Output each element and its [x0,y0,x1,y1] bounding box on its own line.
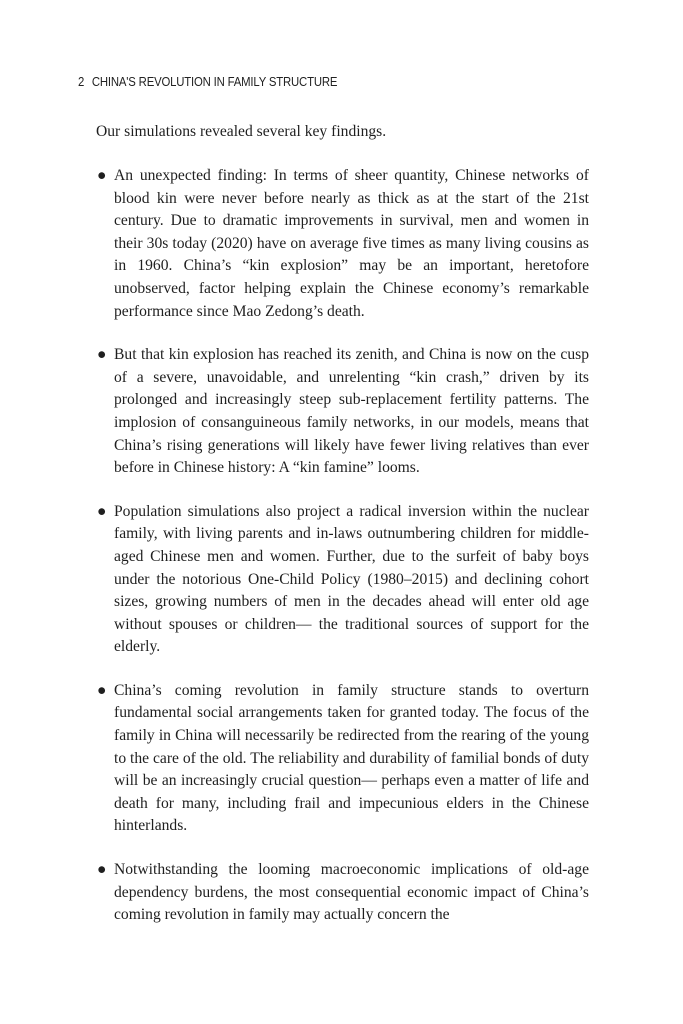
intro-paragraph: Our simulations revealed several key findings. [96,123,387,140]
finding-item [96,859,589,927]
finding-text: But that kin explosion has reached its zenith, and China is now on the cusp of a severe, unavoidable, and unrelenting “kin crash,” driven by its prolonged and increasingly steep sub-replacement fertility patterns. The implosion of consanguineous family networks, in our models, means that China’s rising generations will likely have fewer living relatives than ever before in Chinese history: A “kin famine” looms. [114,346,589,477]
finding-text: Notwithstanding the looming macroeconomic implications of old-age dependency burdens, the most consequential economic impact of China’s coming revolution in family may actually concern the [114,861,589,924]
running-head-title: CHINA'S REVOLUTION IN FAMILY STRUCTURE [91,74,338,89]
findings-list [96,165,589,948]
finding-text: China’s coming revolution in family structure stands to overturn fundamental social arrangements taken for granted today. The focus of the family in China will necessarily be redirected from the rearing of the young to the care of the old. The reliability and durability of familial bonds of duty will be an increasingly crucial question— perhaps even a matter of life and death for many, including frail and impecunious elders in the Chinese hinterlands. [114,681,589,835]
bullet-icon: ● [97,167,107,184]
finding-text: An unexpected finding: In terms of sheer quantity, Chinese networks of blood kin were never before nearly as thick as at the start of the 21st century. Due to dramatic improvements in survival, men and women in their 30s today (2020) have on average five times as many living cousins as in 1960. China’s “kin explosion” may be an important, heretofore unobserved, factor helping explain the Chinese economy’s remarkable performance since Mao Zedong’s death. [114,167,589,320]
bullet-icon: ● [97,681,107,699]
running-head [78,74,337,89]
finding-item [96,501,589,659]
bullet-icon: ● [97,861,107,879]
finding-item [96,344,589,480]
finding-text: Population simulations also project a radical inversion within the nuclear family, with living parents and in-laws outnumbering children for middle-aged Chinese men and women. Further, due to the surfeit of baby boys under the notorious One-Child Policy (1980–2015) and declining cohort sizes, growing numbers of men in the decades ahead will enter old age without spouses or children— the traditional sources of support for the elderly. [114,502,589,656]
bullet-icon: ● [97,346,107,364]
finding-item [96,680,589,838]
page-number: 2 [78,74,85,89]
finding-item [96,165,589,323]
bullet-icon: ● [97,502,107,520]
